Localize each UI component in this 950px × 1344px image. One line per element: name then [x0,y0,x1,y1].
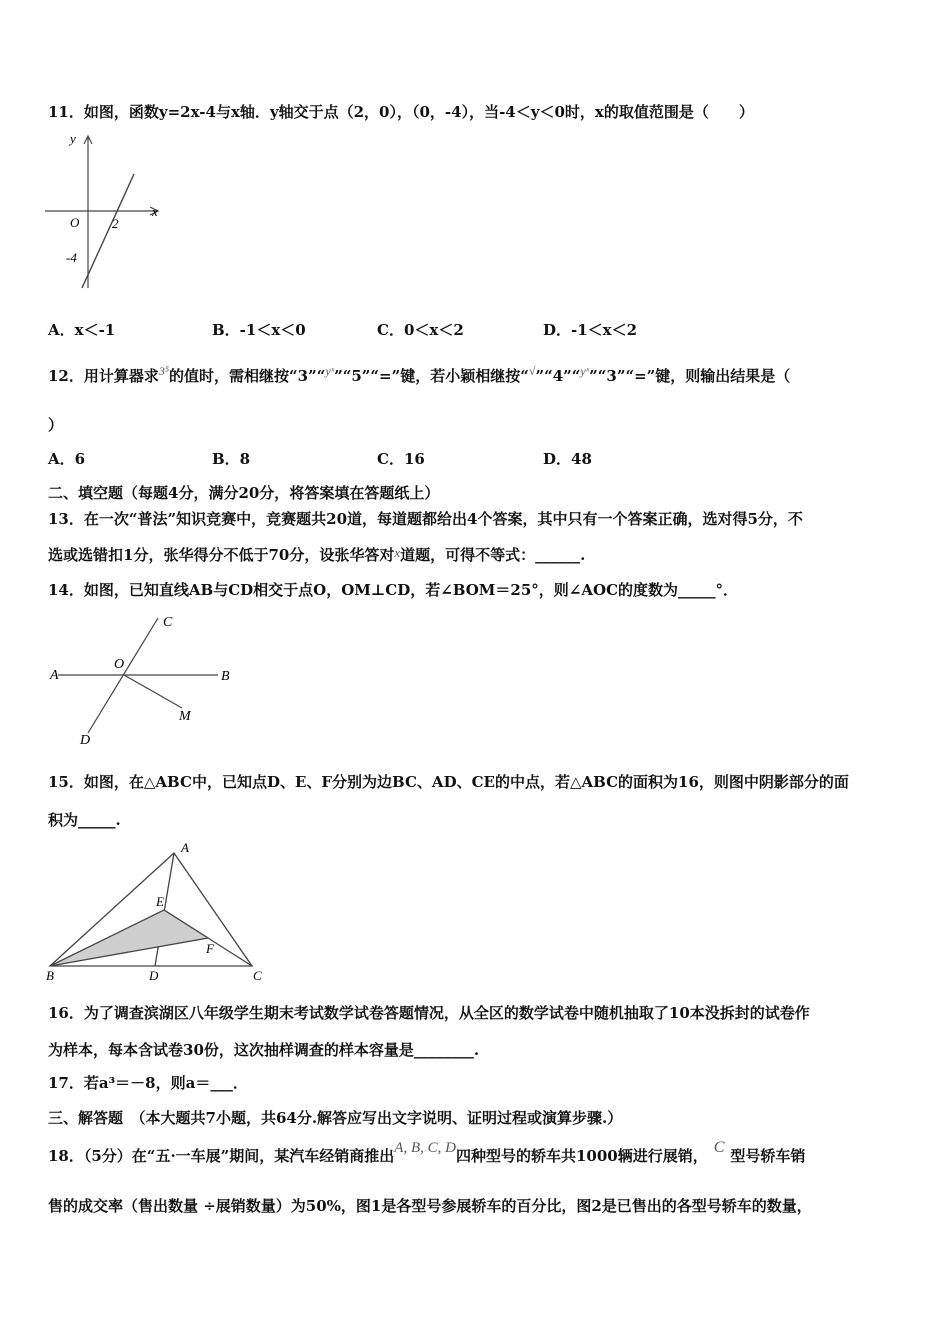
q11-option-a: A．x＜-1 [48,321,116,339]
q18-line1 [48,1139,806,1167]
q11-graph [40,128,170,293]
section-2-heading: 二、填空题（每题4分，满分20分，将答案填在答题纸上） [48,484,440,502]
q11-label-o: O [70,215,80,230]
q15-line2: 积为_____. [48,811,121,829]
q16-line1: 16．为了调查滨湖区八年级学生期末考试数学试卷答题情况，从全区的数学试卷中随机抽取了10本没拆封的试卷作 [48,1004,810,1022]
q11-label-x: x [152,204,158,219]
q12-text-b: 的值时，需相继按“3”“ [169,367,326,385]
q15-figure [40,838,275,988]
q11-label-2: 2 [112,216,119,231]
q14-figure [40,608,245,753]
q12-option-b: B．8 [212,450,251,468]
q12-close-paren: ） [48,416,64,434]
q13-line2-a: 选或选错扣1分，张华得分不低于70分，设张华答对 [48,546,395,564]
section-3-heading: 三、解答题 （本大题共7小题，共64分.解答应写出文字说明、证明过程或演算步骤.） [48,1109,623,1127]
q15-label-e: E [156,894,164,909]
q18-models-abcd: A, B, C, D [394,1140,456,1156]
q14-label-o: O [114,657,125,672]
q12-text-e: ”“3”“=”键，则输出结果是（ [589,367,791,385]
q12-yx-key-1: yˣ [325,364,335,378]
q13-variable-x: x [394,545,401,560]
q11-label-y: y [70,131,76,146]
q17-text: 17．若a³＝－8，则a＝___． [48,1074,248,1092]
q15-line1: 15．如图，在△ABC中，已知点D、E、F分别为边BC、AD、CE的中点，若△ABC的面积为16，则图中阴影部分的面 [48,773,849,791]
q12-text [48,366,790,387]
q15-label-a: A [181,840,189,855]
q14-text: 14．如图，已知直线AB与CD相交于点O，OM⊥CD，若∠BOM＝25°，则∠AOC的度数为_____°． [48,581,739,599]
q16-line2: 为样本，每本含试卷30份，这次抽样调查的样本容量是________. [48,1041,480,1059]
q15-label-f: F [206,941,214,956]
q18-line1-b: 四种型号的轿车共1000辆进行展销， [455,1147,708,1165]
q12-yx-key-2: yˣ [580,364,590,378]
q12-text-a: 12．用计算器求 [48,367,159,385]
q11-text: 11．如图，函数y=2x-4与x轴．y轴交于点（2，0），（0，-4），当-4＜y＜0时，x的取值范围是（ ） [48,103,754,121]
q15-label-c: C [253,968,262,983]
q12-option-c: C．16 [377,450,425,468]
q12-power: 3⁵ [158,364,170,378]
q15-label-d: D [149,968,159,983]
q11-option-d: D．-1＜x＜2 [543,321,638,339]
q12-text-c: ”“5”“=”键，若小颖相继按“ [334,367,529,385]
q11-option-c: C．0＜x＜2 [377,321,464,339]
q18-line1-c: 型号轿车销 [730,1147,806,1165]
q11-option-b: B．-1＜x＜0 [212,321,306,339]
q12-sqrt-key: √ [528,364,536,378]
q14-label-d: D [80,733,91,748]
q18-line1-a: 18．（5分）在“五·一车展”期间，某汽车经销商推出 [48,1147,395,1165]
q12-text-d: ”“4”“ [535,367,581,385]
q13-line2-b: 道题，可得不等式：______. [400,546,586,564]
q14-label-c: C [163,615,173,630]
q11-label-neg4: -4 [66,250,77,265]
q12-option-d: D．48 [543,450,592,468]
q13-line1: 13．在一次“普法”知识竞赛中，竞赛题共20道，每道题都给出4个答案，其中只有一个答案正确，选对得5分，不 [48,510,803,528]
q14-label-m: M [179,709,191,724]
q12-option-a: A．6 [48,450,86,468]
q15-label-b: B [46,968,54,983]
q18-model-c: C [713,1139,725,1156]
q14-label-a: A [50,668,59,683]
q14-label-b: B [221,669,230,684]
q13-line2 [48,545,585,566]
q18-line2: 售的成交率（售出数量 ÷展销数量）为50%，图1是各型号参展轿车的百分比，图2是已售出的各型号轿车的数量， [48,1197,812,1215]
